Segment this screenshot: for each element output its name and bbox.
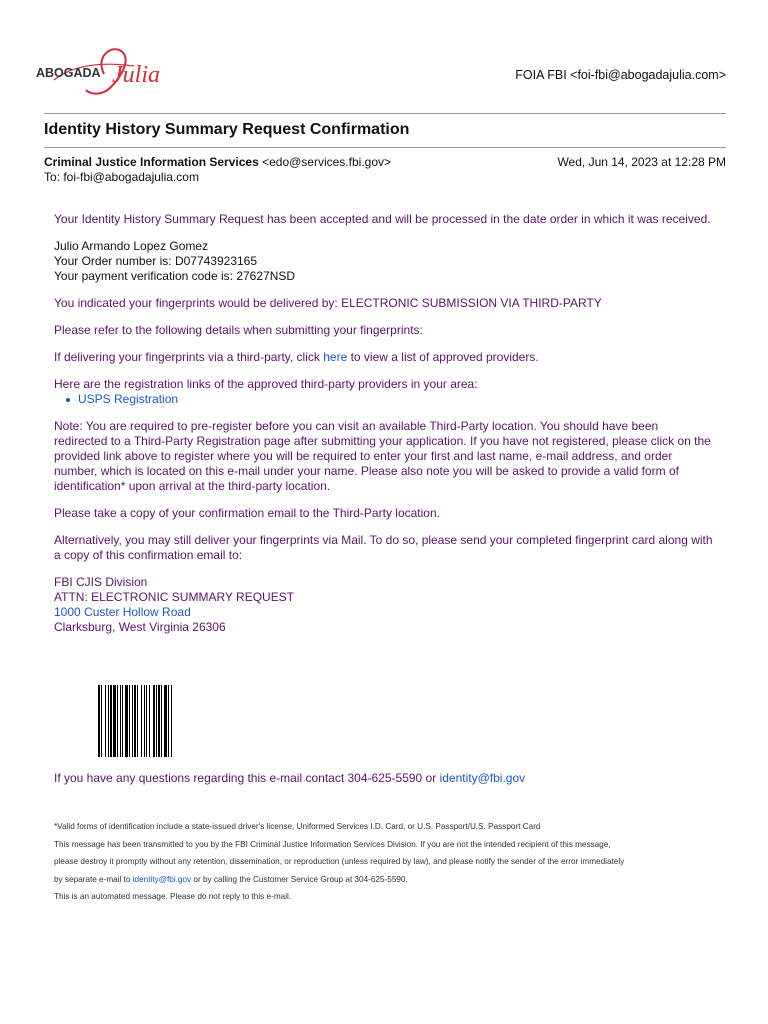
barcode-bar bbox=[168, 685, 169, 757]
barcode-bar bbox=[113, 685, 116, 757]
barcode-bar bbox=[146, 685, 147, 757]
email-date: Wed, Jun 14, 2023 at 12:28 PM bbox=[557, 155, 726, 169]
mail-alternative: Alternatively, you may still deliver your fingerprints via Mail. To do so, please send your completed fingerprint card along with a copy of this confirmation email to: bbox=[54, 533, 713, 562]
logo-text-right: Julia bbox=[112, 62, 160, 88]
barcode-bar bbox=[108, 685, 109, 757]
preregister-note: Note: You are required to pre-register before you can visit an available Third-Party location. You should have been redirected to a Third-Party Registration page after submitting your application. If you have not registered, please click on the provided link above to register where you will be required to enter your first and last name, e-mail address, and order number, which is located on this e-mail under your name. Please also note you will be asked to provide a valid form of identification* upon arrival at the third-party location. bbox=[54, 419, 711, 493]
accepted-paragraph: Your Identity History Summary Request has been accepted and will be processed in the date order in which it was received. bbox=[54, 212, 711, 226]
barcode-bar bbox=[134, 685, 136, 757]
barcode-bar bbox=[101, 685, 102, 757]
notify-text-a: by separate e-mail to bbox=[54, 874, 133, 884]
address-line-2: ATTN: ELECTRONIC SUMMARY REQUEST bbox=[54, 590, 295, 604]
legal-footer bbox=[54, 818, 724, 906]
registration-links-intro: Here are the registration links of the approved third-party providers in your area: bbox=[54, 377, 478, 391]
barcode-bar bbox=[122, 685, 123, 757]
email-subject: Identity History Summary Request Confirmation bbox=[44, 121, 410, 138]
verification-code: Your payment verification code is: 27627NSD bbox=[54, 269, 296, 283]
barcode-bar bbox=[156, 685, 157, 757]
contact-line bbox=[54, 771, 525, 785]
barcode-bar bbox=[110, 685, 112, 757]
barcode-bar bbox=[137, 685, 138, 757]
identity-email-link[interactable]: identity@fbi.gov bbox=[439, 771, 526, 785]
divider-top bbox=[44, 113, 726, 114]
barcode-bar bbox=[125, 685, 128, 757]
applicant-name: Julio Armando Lopez Gomez bbox=[54, 239, 209, 253]
sender-line bbox=[44, 155, 391, 169]
barcode-bar bbox=[164, 685, 167, 757]
address-line-4: Clarksburg, West Virginia 26306 bbox=[54, 620, 226, 634]
delivery-method: You indicated your fingerprints would be delivered by: ELECTRONIC SUBMISSION VIA THIRD-PARTY bbox=[54, 296, 602, 310]
contact-text: If you have any questions regarding this e-mail contact 304-625-5590 or bbox=[54, 771, 440, 785]
barcode-bar bbox=[98, 685, 100, 757]
third-party-text-b: to view a list of approved providers. bbox=[347, 350, 539, 364]
barcode-bar bbox=[144, 685, 145, 757]
third-party-text-a: If delivering your fingerprints via a third-party, click bbox=[54, 350, 324, 364]
barcode-bar bbox=[120, 685, 121, 757]
divider-mid bbox=[44, 147, 726, 148]
order-number: Your Order number is: D07743923165 bbox=[54, 254, 258, 268]
approved-providers-link[interactable]: here bbox=[323, 350, 348, 364]
address-line-3-link[interactable]: 1000 Custer Hollow Road bbox=[54, 605, 191, 619]
message-body bbox=[54, 212, 714, 635]
abogada-julia-logo bbox=[34, 44, 184, 100]
barcode-image bbox=[98, 685, 202, 757]
copy-instruction: Please take a copy of your confirmation email to the Third-Party location. bbox=[54, 506, 440, 520]
barcode-bar bbox=[171, 685, 172, 757]
barcode-bar bbox=[161, 685, 162, 757]
address-line-1: FBI CJIS Division bbox=[54, 575, 148, 589]
footer-identity-link[interactable]: identity@fbi.gov bbox=[132, 874, 192, 884]
usps-registration-link[interactable]: USPS Registration bbox=[66, 392, 714, 407]
provider-list bbox=[66, 392, 714, 407]
automated-notice: This is an automated message. Please do not reply to this e-mail. bbox=[54, 892, 292, 901]
notify-notice bbox=[54, 871, 724, 889]
sender-name: Criminal Justice Information Services bbox=[44, 155, 259, 169]
account-header: FOIA FBI <foi-fbi@abogadajulia.com> bbox=[515, 68, 726, 82]
barcode-bar bbox=[158, 685, 160, 757]
recipient-line: To: foi-fbi@abogadajulia.com bbox=[44, 170, 199, 184]
sender-address: <edo@services.fbi.gov> bbox=[258, 155, 392, 169]
third-party-paragraph bbox=[54, 350, 714, 365]
barcode-bar bbox=[132, 685, 133, 757]
logo-text-left: ABOGADA bbox=[36, 66, 101, 80]
barcode-bar bbox=[149, 685, 150, 757]
barcode-bar bbox=[129, 685, 130, 757]
destroy-notice: please destroy it promptly without any retention, dissemination, or reproduction (unless required by law), and please notify the sender of the error immediately bbox=[54, 857, 625, 866]
id-forms-note: *Valid forms of identification include a state-issued driver's license, Uniformed Services I.D. Card, or U.S. Passport/U.S. Passport Card bbox=[54, 822, 541, 831]
notify-text-b: or by calling the Customer Service Group at 304-625-5590. bbox=[191, 874, 408, 884]
barcode-bar bbox=[141, 685, 142, 757]
barcode-bar bbox=[117, 685, 118, 757]
transmission-notice: This message has been transmitted to you by the FBI Criminal Justice Information Services Division. If you are not the intended recipient of this message, bbox=[54, 839, 611, 849]
refer-details: Please refer to the following details when submitting your fingerprints: bbox=[54, 323, 423, 337]
barcode-bar bbox=[105, 685, 106, 757]
barcode-bar bbox=[153, 685, 155, 757]
